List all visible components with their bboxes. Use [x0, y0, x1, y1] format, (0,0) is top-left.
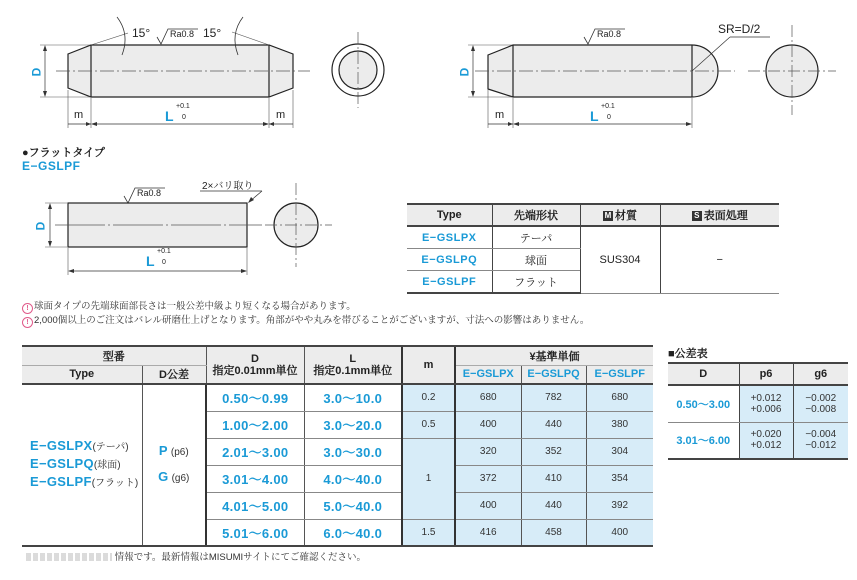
dimension-m-right: m [276, 109, 286, 121]
header-type: Type [407, 204, 492, 226]
table-row [668, 385, 848, 422]
deburr-label: 2×バリ取り [202, 181, 254, 192]
dimension-m-label: m [495, 109, 505, 121]
material-badge-icon: M [604, 211, 612, 220]
d-range: 1.00〜2.00 [206, 411, 304, 438]
d-tolerance-cell [142, 384, 206, 546]
dimension-d-label: D [457, 67, 472, 77]
spec-row [407, 226, 779, 249]
angle-right-label: 15° [203, 26, 222, 40]
d-range: 0.50〜3.00 [668, 385, 739, 422]
type-item: E−GSLPX(テーパ) [30, 438, 129, 453]
price-gslpx: 320 [455, 438, 521, 465]
header-d: D 指定0.01mm単位 [206, 346, 304, 384]
material-value: SUS304 [580, 226, 660, 293]
l-range: 5.0〜40.0 [304, 492, 402, 519]
type-item: E−GSLPQ(球面) [30, 456, 121, 471]
flat-type-code: E−GSLPF [22, 159, 81, 173]
price-table [22, 345, 653, 547]
price-gslpq: 440 [521, 411, 586, 438]
l-range: 3.0〜20.0 [304, 411, 402, 438]
notes [22, 300, 589, 328]
tolerance-upper: +0.1 [601, 103, 615, 110]
table-row [22, 384, 653, 411]
tolerance-table [668, 362, 848, 460]
dimension-l-label: L [590, 108, 599, 124]
price-gslpf: 680 [586, 384, 653, 411]
g6-value: −0.004 −0.012 [793, 422, 848, 459]
price-gslpq: 352 [521, 438, 586, 465]
d-range: 2.01〜3.00 [206, 438, 304, 465]
tolerance-table-title: ■公差表 [668, 348, 708, 360]
tolerance-lower: 0 [607, 114, 611, 121]
price-gslpf: 354 [586, 465, 653, 492]
d-range: 4.01〜5.00 [206, 492, 304, 519]
tip-shape: フラット [492, 271, 580, 294]
header-g6: g6 [793, 363, 848, 385]
tolerance-lower: 0 [162, 259, 166, 266]
roughness-label: Ra0.8 [597, 29, 622, 39]
roughness-label: Ra0.8 [137, 188, 162, 198]
l-range: 4.0〜40.0 [304, 465, 402, 492]
price-gslpq: 458 [521, 519, 586, 546]
warning-icon: ! [22, 317, 33, 328]
dimension-d-label: D [29, 67, 44, 77]
dimension-l-label: L [146, 253, 155, 269]
header-type: Type [22, 365, 142, 384]
tolerance-lower: 0 [182, 114, 186, 121]
dimension-m-left: m [74, 109, 84, 121]
type-item: E−GSLPF(フラット) [30, 474, 139, 489]
price-gslpq: 410 [521, 465, 586, 492]
d-range: 3.01〜4.00 [206, 465, 304, 492]
header-price-gslpf: E−GSLPF [586, 365, 653, 384]
header-d-tolerance: D公差 [142, 365, 206, 384]
price-gslpx: 400 [455, 492, 521, 519]
tip-shape: テーパ [492, 226, 580, 249]
l-range: 3.0〜30.0 [304, 438, 402, 465]
p6-value: +0.012 +0.006 [739, 385, 793, 422]
taper-type-drawing [0, 0, 400, 135]
sr-label: SR=D/2 [718, 22, 761, 36]
table-row [668, 422, 848, 459]
price-gslpq: 440 [521, 492, 586, 519]
dimension-l-label: L [165, 108, 174, 124]
header-tip-shape: 先端形状 [492, 204, 580, 226]
header-price-gslpq: E−GSLPQ [521, 365, 586, 384]
m-value: 1 [402, 438, 455, 519]
header-price-gslpx: E−GSLPX [455, 365, 521, 384]
taper-end-view [320, 30, 400, 110]
sphere-type-drawing [400, 0, 857, 135]
price-gslpf: 304 [586, 438, 653, 465]
roughness-label: Ra0.8 [170, 29, 195, 39]
footer-note: 情報です。最新情報はMISUMIサイトにてご確認ください。 [26, 549, 366, 563]
g6-value: −0.002 −0.008 [793, 385, 848, 422]
warning-icon: ! [22, 303, 33, 314]
d-range: 5.01〜6.00 [206, 519, 304, 546]
note-item: ! 2,000個以上のご注文はバレル研磨仕上げとなります。角部がやや丸みを帯びることがございますが、寸法への影響はありません。 [22, 314, 589, 328]
surface-badge-icon: S [692, 211, 702, 221]
header-surface: S 表面処理 [660, 204, 779, 226]
price-gslpf: 380 [586, 411, 653, 438]
tolerance-item: G (g6) [158, 469, 190, 484]
tolerance-item: P (p6) [158, 443, 189, 458]
header-base-price: ¥基準単価 [455, 346, 653, 365]
d-range: 0.50〜0.99 [206, 384, 304, 411]
tip-shape: 球面 [492, 249, 580, 271]
m-value: 0.2 [402, 384, 455, 411]
price-gslpx: 416 [455, 519, 521, 546]
tolerance-upper: +0.1 [157, 248, 171, 255]
p6-value: +0.020 +0.012 [739, 422, 793, 459]
header-d: D [668, 363, 739, 385]
type-code: E−GSLPQ [407, 249, 492, 271]
tolerance-upper: +0.1 [176, 103, 190, 110]
dimension-d-label: D [33, 221, 48, 231]
price-gslpx: 372 [455, 465, 521, 492]
type-code: E−GSLPX [407, 226, 492, 249]
m-value: 0.5 [402, 411, 455, 438]
type-list-cell [22, 384, 142, 546]
d-range: 3.01〜6.00 [668, 422, 739, 459]
spec-table [407, 203, 779, 294]
header-model-number: 型番 [22, 346, 206, 365]
header-m: m [402, 346, 455, 384]
blurred-text [26, 553, 112, 561]
price-gslpq: 782 [521, 384, 586, 411]
price-gslpx: 680 [455, 384, 521, 411]
price-gslpx: 400 [455, 411, 521, 438]
flat-type-section [0, 135, 400, 295]
l-range: 6.0〜40.0 [304, 519, 402, 546]
price-gslpf: 392 [586, 492, 653, 519]
surface-value: − [660, 226, 779, 293]
type-code: E−GSLPF [407, 271, 492, 294]
l-range: 3.0〜10.0 [304, 384, 402, 411]
flat-type-title: ●フラットタイプ [22, 147, 105, 159]
m-value: 1.5 [402, 519, 455, 546]
header-material: M 材質 [580, 204, 660, 226]
note-item: ! 球面タイプの先端球面部長さは一般公差中級より短くなる場合があります。 [22, 300, 589, 314]
price-gslpf: 400 [586, 519, 653, 546]
header-l: L 指定0.1mm単位 [304, 346, 402, 384]
header-p6: p6 [739, 363, 793, 385]
angle-left-label: 15° [132, 26, 151, 40]
